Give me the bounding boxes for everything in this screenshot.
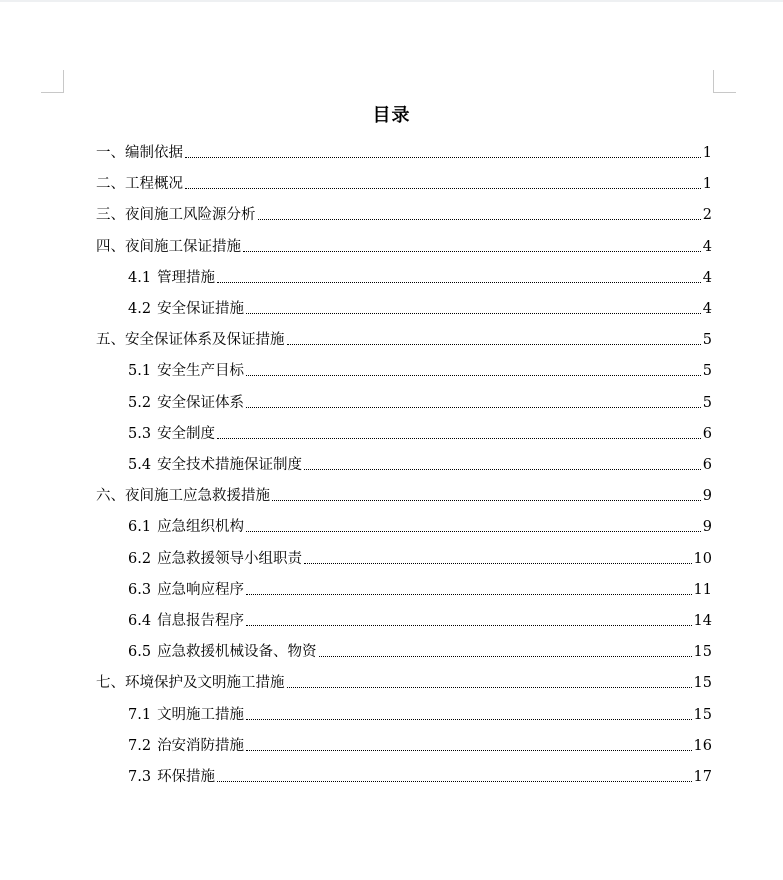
- toc-page-number: 16: [693, 737, 712, 754]
- toc-dot-leader: [246, 530, 701, 532]
- toc-entry-number: 5.3: [128, 425, 152, 442]
- toc-entry[interactable]: [96, 169, 712, 193]
- toc-entry-text: 文明施工措施: [157, 706, 245, 723]
- toc-entry-text: 安全制度: [157, 425, 216, 442]
- toc-entry-text: 四、夜间施工保证措施: [96, 238, 241, 255]
- toc-dot-leader: [287, 343, 701, 345]
- toc-page-number: 5: [702, 363, 712, 380]
- toc-page-number: 5: [702, 332, 712, 349]
- toc-dot-leader: [246, 718, 691, 720]
- toc-dot-leader: [246, 624, 691, 626]
- toc-dot-leader: [304, 468, 701, 470]
- toc-entry[interactable]: [128, 637, 712, 661]
- toc-entry-label: [128, 269, 215, 287]
- toc-title: 目录: [372, 105, 411, 126]
- toc-entry-label: [128, 362, 244, 380]
- toc-dot-leader: [217, 281, 701, 283]
- toc-entry-label: [128, 706, 244, 724]
- toc-entry-label: [128, 581, 244, 599]
- toc-entry-text: 五、安全保证体系及保证措施: [96, 332, 285, 349]
- toc-page-number: 2: [702, 207, 712, 224]
- toc-page-number: 1: [702, 145, 712, 161]
- toc-page-number: 1: [702, 176, 712, 193]
- toc-entry[interactable]: [128, 450, 712, 474]
- toc-entry-number: 4.2: [128, 301, 152, 317]
- toc-entry[interactable]: [96, 668, 712, 692]
- toc-entry-number: 6.3: [128, 581, 152, 598]
- toc-entry[interactable]: [128, 419, 712, 443]
- toc-entry-label: [96, 238, 241, 256]
- toc-entry-label: [96, 674, 285, 692]
- toc-entry-number: 7.1: [128, 706, 152, 723]
- toc-entry-number: 7.3: [128, 769, 152, 785]
- toc-dot-leader: [319, 655, 692, 657]
- toc-entry[interactable]: [96, 481, 712, 505]
- toc-entry-number: 4.1: [128, 269, 152, 286]
- toc-dot-leader: [246, 374, 701, 376]
- toc-entry-text: 应急响应程序: [157, 581, 245, 598]
- toc-dot-leader: [217, 437, 701, 439]
- toc-entry-text: 三、夜间施工风险源分析: [96, 207, 256, 224]
- toc-dot-leader: [246, 593, 691, 595]
- toc-entry-text: 应急救援领导小组职责: [157, 550, 303, 567]
- toc-page-number: 4: [702, 269, 712, 286]
- toc-page-number: 9: [702, 519, 712, 536]
- toc-entry-label: [96, 144, 183, 162]
- toc-page-number: 15: [693, 644, 712, 661]
- toc-page-number: 6: [702, 425, 712, 442]
- toc-entry[interactable]: [96, 325, 712, 349]
- toc-entry[interactable]: [128, 388, 712, 412]
- toc-entry[interactable]: [96, 200, 712, 224]
- toc-page-number: 6: [702, 457, 712, 473]
- toc-entry-label: [128, 768, 215, 786]
- toc-page-number: 9: [702, 488, 712, 505]
- toc-entry[interactable]: [128, 544, 712, 568]
- toc-entry-text: 二、工程概况: [96, 176, 183, 193]
- toc-dot-leader: [246, 749, 691, 751]
- toc-page-number: 14: [693, 613, 712, 629]
- toc-entry-text: 环保措施: [157, 769, 216, 785]
- toc-entry-text: 安全保证措施: [157, 301, 245, 317]
- toc-entry-label: [128, 425, 215, 443]
- toc-page-number: 5: [702, 394, 712, 411]
- toc-entry[interactable]: [128, 731, 712, 755]
- toc-entry[interactable]: [96, 138, 712, 162]
- toc-entry[interactable]: [128, 356, 712, 380]
- toc-entry[interactable]: [128, 263, 712, 287]
- toc-entry-number: 7.2: [128, 737, 152, 754]
- toc-dot-leader: [246, 312, 701, 314]
- toc-entry[interactable]: [96, 232, 712, 256]
- toc-dot-leader: [243, 250, 701, 252]
- toc-page-number: 15: [693, 706, 712, 723]
- toc-entry-text: 应急救援机械设备、物资: [157, 644, 317, 661]
- toc-entry-label: [96, 175, 183, 193]
- toc-entry-label: [128, 550, 302, 568]
- toc-entry-label: [128, 518, 244, 536]
- toc-entry-text: 安全生产目标: [157, 363, 245, 380]
- toc-entry-label: [128, 394, 244, 412]
- toc-dot-leader: [287, 686, 692, 688]
- toc-page-number: 17: [693, 769, 712, 785]
- toc-dot-leader: [304, 562, 691, 564]
- toc-entry-label: [128, 737, 244, 755]
- toc-entry-number: 6.2: [128, 550, 152, 567]
- toc-dot-leader: [185, 187, 701, 189]
- toc-entry-label: [96, 331, 285, 349]
- toc-entry-number: 6.1: [128, 519, 152, 536]
- toc-entry[interactable]: [128, 294, 712, 318]
- toc-entry-text: 一、编制依据: [96, 145, 183, 161]
- toc-entry-text: 应急组织机构: [157, 519, 245, 536]
- toc-dot-leader: [272, 499, 701, 501]
- toc-entry-number: 6.5: [128, 644, 152, 661]
- toc-page-number: 4: [702, 238, 712, 255]
- toc-entry-label: [96, 487, 270, 505]
- toc-entry-number: 5.1: [128, 363, 152, 380]
- toc-entry-text: 信息报告程序: [157, 613, 245, 629]
- toc-entry[interactable]: [128, 575, 712, 599]
- top-border: [0, 0, 783, 2]
- toc-entry-label: [96, 206, 256, 224]
- toc-entry[interactable]: [128, 700, 712, 724]
- toc-page-number: 4: [702, 301, 712, 317]
- toc-entry-number: 5.2: [128, 394, 152, 411]
- toc-entry-number: 6.4: [128, 613, 152, 629]
- toc-entry-text: 管理措施: [157, 269, 216, 286]
- margin-corner-mark-right: [713, 70, 736, 93]
- toc-page-number: 15: [693, 675, 712, 692]
- toc-entry-label: [128, 300, 244, 318]
- toc-entry-label: [128, 456, 302, 474]
- toc-page-number: 11: [693, 581, 712, 598]
- toc-entry[interactable]: [128, 762, 712, 786]
- toc-entry-text: 七、环境保护及文明施工措施: [96, 675, 285, 692]
- toc-entry-label: [128, 643, 317, 661]
- toc-entry-text: 安全技术措施保证制度: [157, 457, 303, 473]
- toc-entry[interactable]: [128, 606, 712, 630]
- toc-entry-label: [128, 612, 244, 630]
- toc-entry[interactable]: [128, 512, 712, 536]
- toc-entry-text: 治安消防措施: [157, 737, 245, 754]
- toc-entry-text: 六、夜间施工应急救援措施: [96, 488, 270, 505]
- toc-dot-leader: [185, 156, 701, 158]
- toc-entry-number: 5.4: [128, 457, 152, 473]
- toc-page-number: 10: [693, 550, 712, 567]
- toc-dot-leader: [246, 406, 701, 408]
- margin-corner-mark-left: [41, 70, 64, 93]
- toc-entry-text: 安全保证体系: [157, 394, 245, 411]
- toc-dot-leader: [258, 218, 701, 220]
- toc-dot-leader: [217, 780, 691, 782]
